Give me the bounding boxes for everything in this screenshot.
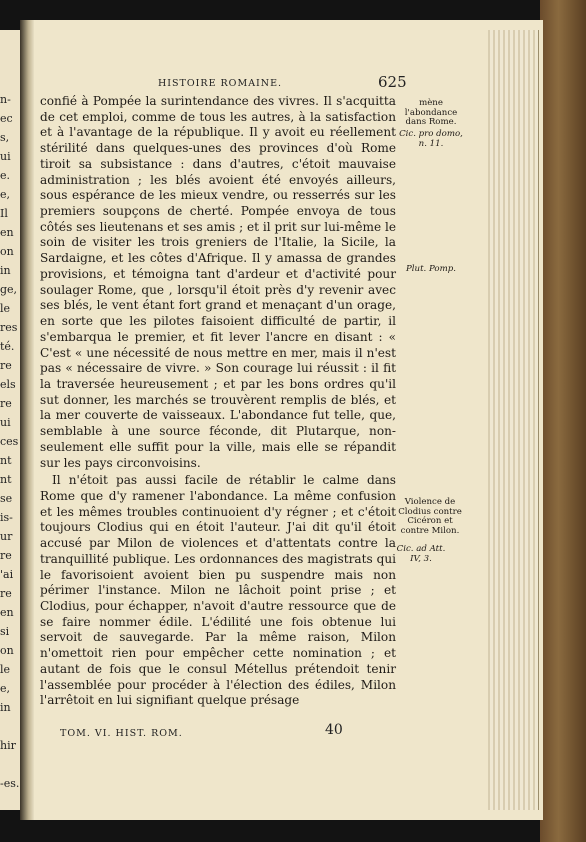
margin-note-violence: Violence de Clodius contre Cicéron et contre Milon. (398, 497, 462, 536)
footer-volume: TOM. VI. HIST. ROM. (60, 728, 183, 739)
background-wood (540, 0, 586, 842)
main-text (40, 94, 396, 709)
margin-note-cic-pro-domo: Cic. pro domo, n. 11. (399, 129, 463, 149)
page-edges (488, 30, 539, 810)
left-page-edge-text: n- ec s, ui e. e, Il en on in ge, le res té. re els re ui ces nt nt se is- ur re 'ai re en si on le e, in hir -es. (0, 93, 20, 790)
margin-note-cic-ad-att: Cic. ad Att. IV, 3. (396, 544, 446, 564)
running-title: HISTOIRE ROMAINE. (158, 78, 283, 89)
margin-note-abondance: mène l'abondance dans Rome. (404, 98, 458, 128)
margin-note-plut-pomp: Plut. Pomp. (406, 264, 456, 274)
footer-signature: 40 (325, 722, 343, 738)
paragraph-2: Il n'étoit pas aussi facile de rétablir le calme dans Rome que d'y ramener l'abondance. La même confusion et les mêmes troubles continuoient d'y régner ; et c'étoit toujours Clodius qui en étoit l'auteur. J'ai dit qu'il étoit accusé par Milon de violences et d'attentats contre la tranquillité publique. Les ordonnances des magistrats qui le favorisoient avoient bien pu suspendre mais non périmer l'instance. Milon ne lâchoit point prise ; et Clodius, pour échapper, n'avoit d'autre ressource que de se faire nommer édile. L'édilité une fois obtenue lui servoit de sauvegarde. Par la même raison, Milon n'omettoit rien pour empêcher cette nomination ; et autant de fois que le consul Métellus prétendoit tenir l'assemblée pour procéder à l'élection des édiles, Milon l'arrêtoit en lui signifiant quelque présage (40, 473, 396, 708)
book-gutter (20, 20, 34, 820)
paragraph-1: confié à Pompée la surintendance des vivres. Il s'acquitta de cet emploi, comme de tous les autres, à la satisfaction et à l'avantage de la république. Il y avoit eu réellement stérilité dans quelques-unes des provinces d'où Rome tiroit sa subsistance : dans d'autres, c'étoit mauvaise administration ; les blés avoient été envoyés ailleurs, sous espérance de les mieux vendre, ou resserrés sur les premiers soupçons de cherté. Pompée envoya de tous côtés ses lieutenans et ses amis ; et il prit sur lui-même le soin de visiter les trois greniers de l'Italie, la Sicile, la Sardaigne, et les côtes d'Afrique. Il y amassa de grandes provisions, et témoigna tant d'ardeur et d'activité pour soulager Rome, que , lorsqu'il étoit près d'y revenir avec ses blés, le vent étant fort grand et menaçant d'un orage, en sorte que les pilotes faisoient difficulté de partir, il s'embarqua le premier, et fit lever l'ancre en disant : « C'est « une nécessité de nous mettre en mer, mais il n'est pas « nécessaire de vivre. » Son courage lui réussit : il fit la traversée heureusement ; et par les bons ordres qu'il sut donner, les marchés se trouvèrent remplis de blés, et la mer couverte de vaisseaux. L'abondance fut telle, que, semblable à une source féconde, dit Plutarque, non-seulement elle suffit pour la ville, mais elle se répandit sur les pays circonvoisins. (40, 94, 396, 470)
page-number: 625 (378, 73, 407, 91)
